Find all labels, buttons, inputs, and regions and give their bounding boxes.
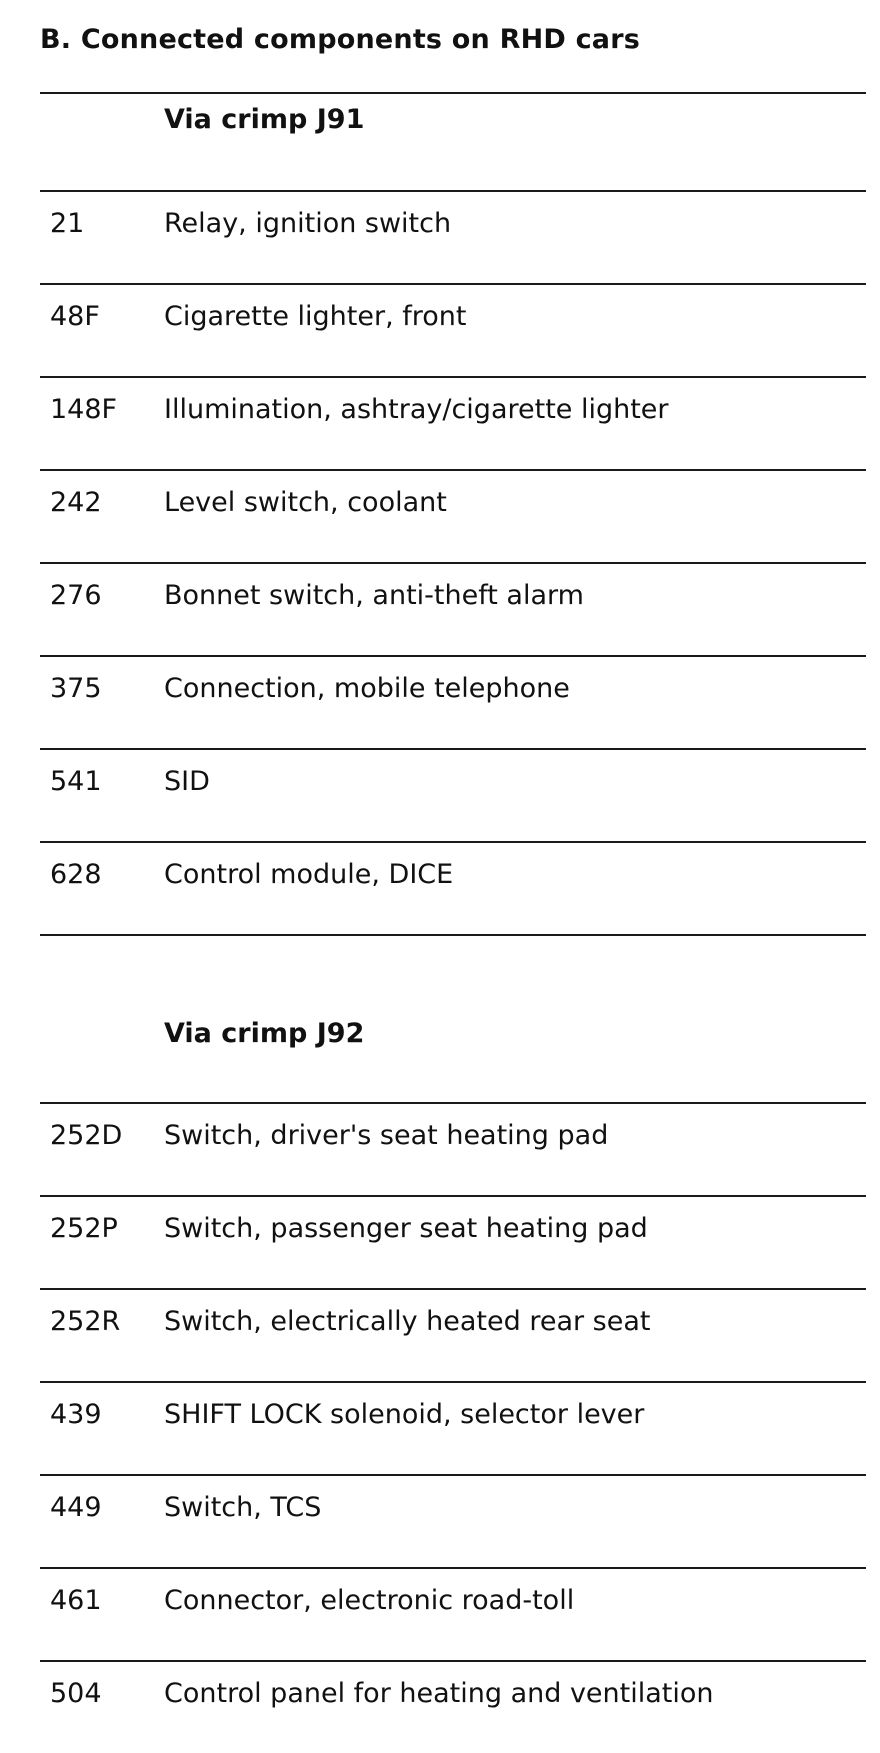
table-row — [40, 378, 866, 471]
table-row — [40, 750, 866, 843]
table-row — [40, 192, 866, 285]
section-heading-row — [40, 1010, 866, 1104]
component-code: 375 — [50, 673, 102, 704]
component-description: Control panel for heating and ventilation — [164, 1678, 714, 1709]
component-code: 541 — [50, 766, 102, 797]
table-row — [40, 1569, 866, 1662]
table-row — [40, 564, 866, 657]
component-description: Connector, electronic road-toll — [164, 1585, 575, 1616]
section-heading-row — [40, 94, 866, 192]
component-description: Illumination, ashtray/cigarette lighter — [164, 394, 669, 425]
component-code: 276 — [50, 580, 102, 611]
table-row — [40, 657, 866, 750]
component-code: 21 — [50, 208, 85, 239]
component-code: 252P — [50, 1213, 118, 1244]
component-description: Switch, TCS — [164, 1492, 322, 1523]
component-description: Bonnet switch, anti-theft alarm — [164, 580, 584, 611]
table-row — [40, 843, 866, 936]
component-description: Control module, DICE — [164, 859, 454, 890]
component-description: Switch, electrically heated rear seat — [164, 1306, 651, 1337]
component-code: 628 — [50, 859, 102, 890]
page-title: B. Connected components on RHD cars — [40, 24, 640, 55]
component-code: 461 — [50, 1585, 102, 1616]
section-j91 — [40, 92, 866, 936]
component-code: 148F — [50, 394, 118, 425]
component-code: 242 — [50, 487, 102, 518]
section-heading: Via crimp J91 — [164, 104, 365, 135]
table-row — [40, 1104, 866, 1197]
table-row — [40, 1197, 866, 1290]
component-code: 48F — [50, 301, 100, 332]
component-code: 252R — [50, 1306, 121, 1337]
section-heading: Via crimp J92 — [164, 1018, 365, 1049]
component-description: Relay, ignition switch — [164, 208, 452, 239]
component-description: SID — [164, 766, 210, 797]
component-description: Level switch, coolant — [164, 487, 447, 518]
table-row — [40, 1662, 866, 1753]
component-code: 252D — [50, 1120, 123, 1151]
section-j92 — [40, 1010, 866, 1753]
component-description: Switch, driver's seat heating pad — [164, 1120, 609, 1151]
component-description: Cigarette lighter, front — [164, 301, 467, 332]
component-description: Switch, passenger seat heating pad — [164, 1213, 648, 1244]
component-description: Connection, mobile telephone — [164, 673, 570, 704]
component-description: SHIFT LOCK solenoid, selector lever — [164, 1399, 645, 1430]
component-code: 449 — [50, 1492, 102, 1523]
component-code: 504 — [50, 1678, 102, 1709]
table-row — [40, 1383, 866, 1476]
table-row — [40, 285, 866, 378]
table-row — [40, 1476, 866, 1569]
component-code: 439 — [50, 1399, 102, 1430]
table-row — [40, 471, 866, 564]
table-row — [40, 1290, 866, 1383]
